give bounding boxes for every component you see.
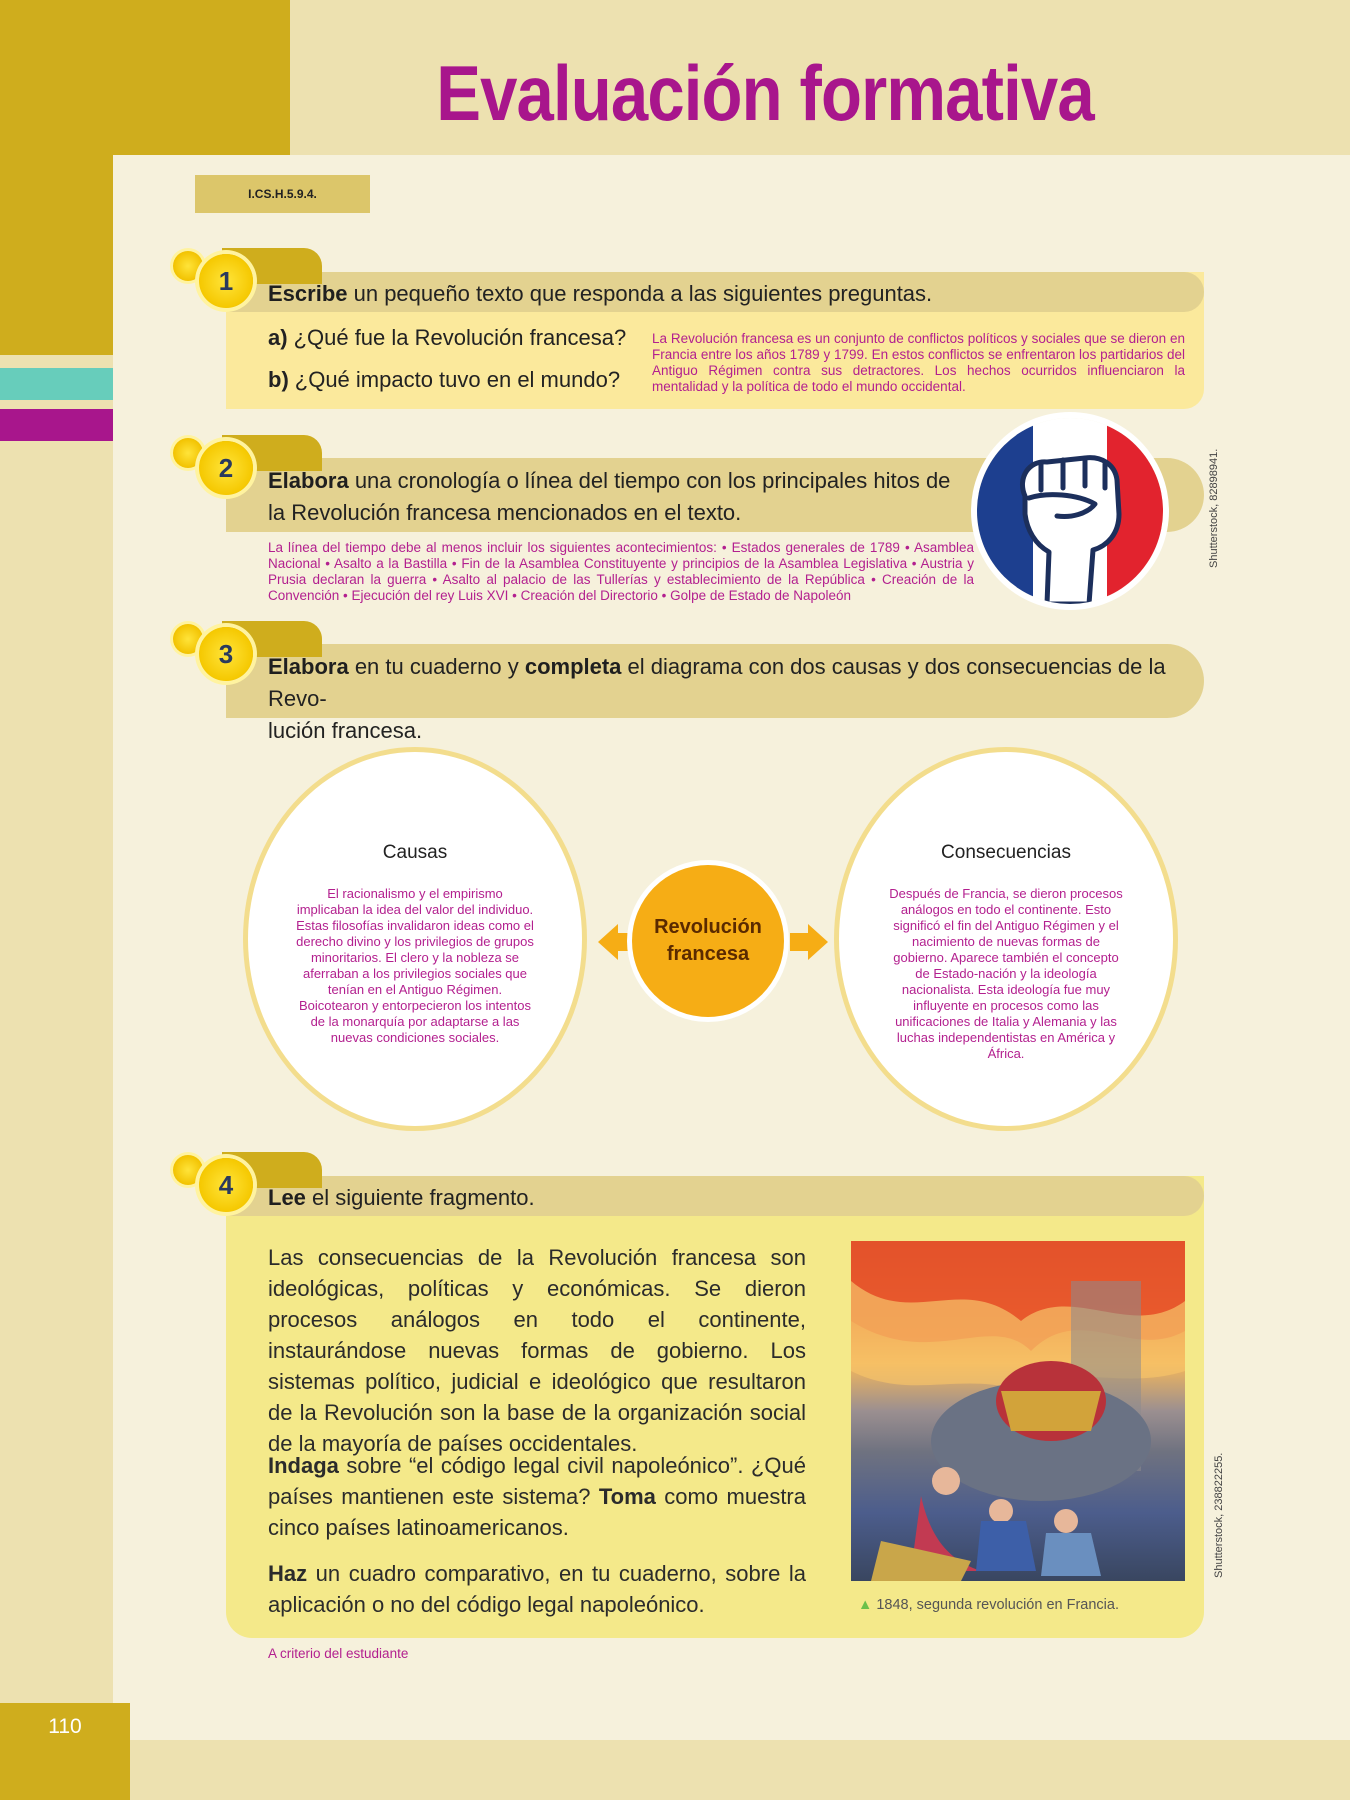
revolution-scene-image [851, 1241, 1185, 1581]
activity1-number-badge: 1 [199, 254, 253, 308]
reading-paragraph-1: Las consecuencias de la Revolución francesa son ideológicas, políticas y económicas. Se dieron procesos análogos en todo el continente, instaurándose nuevas formas de gobierno. Los sistemas político, judicial e ideológico que resultaron de la Revolución son la base de la organización social de la mayoría de países occidentales. [268, 1245, 806, 1456]
question-a-text: ¿Qué fue la Revolución francesa? [293, 325, 627, 350]
center-line2: francesa [666, 943, 750, 965]
skill-code-badge: I.CS.H.5.9.4. [195, 175, 370, 213]
p2-verb1: Indaga [268, 1453, 339, 1478]
left-arrow-tail [617, 933, 633, 951]
p2-verb2: Toma [598, 1484, 656, 1509]
page-number: 110 [48, 1715, 82, 1738]
teal-stripe [0, 368, 113, 400]
reading-paragraph-2 [268, 1450, 806, 1543]
question-b [268, 367, 620, 393]
painting-caption [858, 1597, 1119, 1613]
activity1-verb: Escribe [268, 281, 348, 306]
activity4-instruction-text: el siguiente fragmento. [305, 1185, 535, 1210]
activity3-instruction [268, 651, 1188, 747]
p3-text: un cuadro comparativo, en tu cuaderno, sobre la aplicación o no del código legal napoleónico. [268, 1561, 806, 1617]
p2-text1: sobre “el código legal civil napoleónico”. ¿Qué países mantienen este sistema? [268, 1453, 806, 1509]
activity4-image-credit: Shutterstock, 238822255. [1213, 1452, 1225, 1578]
activity4-verb: Lee [268, 1185, 306, 1210]
activity1-instruction [268, 278, 1168, 310]
activity2-instruction [268, 465, 968, 529]
activity4-number-badge: 4 [199, 1158, 253, 1212]
activity3-verb1: Elabora [268, 654, 349, 679]
consequences-title: Consecuencias [941, 842, 1071, 863]
raised-fist-icon [977, 418, 1163, 604]
question-a-letter: a) [268, 325, 288, 350]
consequences-answer: Después de Francia, se dieron procesos análogos en todo el continente. Esto significó el fin del Antiguo Régimen y el nacimiento de nuevas formas de gobierno. Aparece también el concepto de Estado-nación y la ideología nacionalista. Esta ideología fue muy influyente en procesos como las unificaciones de Italia y Alemania y las luchas independentistas en América y África. [889, 886, 1123, 1061]
question-b-text: ¿Qué impacto tuvo en el mundo? [294, 367, 621, 392]
caption-text: 1848, segunda revolución en Francia. [876, 1597, 1119, 1613]
causes-title: Causas [382, 842, 448, 863]
activity2-instruction-text2: la Revolución francesa mencionados en el texto. [268, 500, 742, 525]
activity1-answer: La Revolución francesa es un conjunto de conflictos políticos y sociales que se dieron en Francia entre los años 1789 y 1799. En estos conflictos se enfrentaron los partidarios del Antiguo Régimen contra sus detractores. Los hechos ocurridos influenciaron la mentalidad y la política de todo el mundo occidental. [652, 331, 1185, 394]
question-a [268, 325, 626, 351]
activity1-instruction-text: un pequeño texto que responda a las siguientes preguntas. [347, 281, 933, 306]
caption-triangle-icon: ▲ [858, 1597, 873, 1613]
p3-verb: Haz [268, 1561, 308, 1586]
activity2-verb: Elabora [268, 468, 349, 493]
activity3-number-badge: 3 [199, 627, 253, 681]
p2-text2: como muestra cinco países latinoamericanos. [268, 1484, 806, 1540]
right-arrow-tail [790, 933, 808, 951]
center-line1: Revolución [654, 916, 762, 938]
activity3-middle-text: en tu cuaderno y [348, 654, 525, 679]
left-arrow-icon [598, 924, 618, 960]
magenta-stripe [0, 409, 113, 441]
activity3-instruction-rest: el diagrama con dos causas y dos consecuencias de la Revo- [268, 654, 1166, 711]
activity4-answer: A criterio del estudiante [268, 1646, 409, 1661]
revolution-1848-painting [851, 1241, 1185, 1581]
reading-paragraph-3 [268, 1558, 806, 1620]
bottom-band [0, 1740, 1350, 1800]
right-arrow-icon [808, 924, 828, 960]
activity3-instruction-line2: lución francesa. [268, 718, 423, 743]
activity2-number-badge: 2 [199, 441, 253, 495]
activity4-instruction [268, 1182, 1168, 1214]
causes-oval [248, 752, 582, 1126]
question-b-letter: b) [268, 367, 289, 392]
activity2-instruction-text1: una cronología o línea del tiempo con los principales hitos de [348, 468, 951, 493]
causes-answer: El racionalismo y el empirismo implicaban la idea del valor del individuo. Estas filosofías invalidaron ideas como el derecho divino y los privilegios de grupos minoritarios. El clero y la nobleza se aferraban a los privilegios sociales que tenían en el Antiguo Régimen. Boicotearon y entorpecieron los intentos de la monarquía por adaptarse a las nuevas condiciones sociales. [296, 886, 534, 1045]
consequences-oval [839, 752, 1173, 1126]
page-title: Evaluación formativa [436, 49, 1094, 137]
activity2-answer: La línea del tiempo debe al menos incluir los siguientes acontecimientos: • Estados generales de 1789 • Asamblea Nacional • Asalto a la Bastilla • Fin de la Asamblea Constituyente y principios de la Asamblea Legislativa • Austria y Prusia declaran la guerra • Asalto al palacio de las Tullerías y establecimiento de la República • Creación de la Convención • Ejecución del rey Luis XVI • Creación del Directorio • Golpe de Estado de Napoleón [268, 540, 974, 603]
french-flag-fist-image [977, 418, 1163, 604]
activity2-image-credit: Shutterstock, 82898941. [1208, 448, 1220, 568]
activity3-verb2: completa [524, 654, 622, 679]
revolution-center-node [632, 865, 784, 1017]
